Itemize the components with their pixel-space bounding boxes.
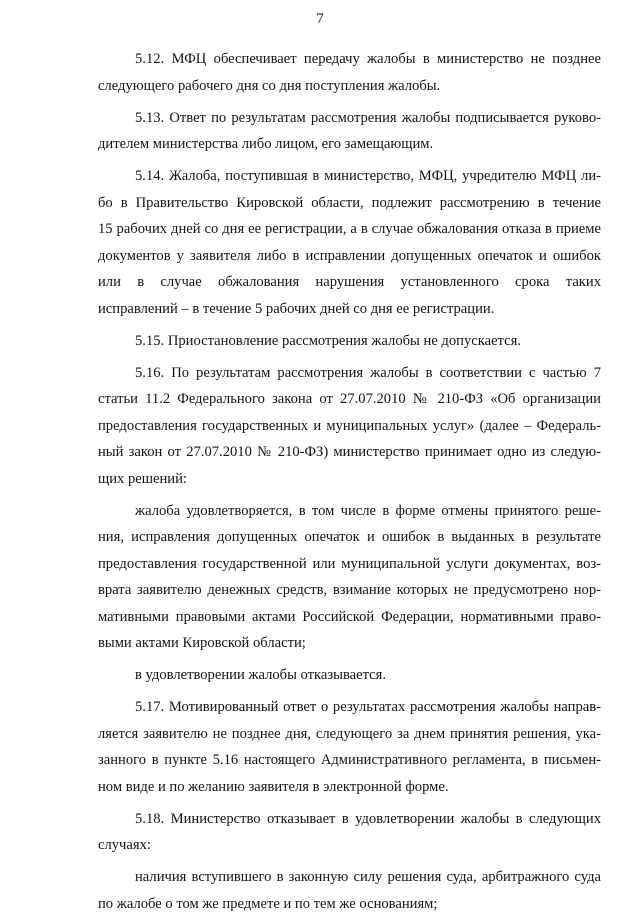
text-line: 5.14. Жалоба, поступившая в министерство, МФЦ, учредителю МФЦ ли- <box>98 163 601 190</box>
paragraph-p-5-18 <box>98 806 601 859</box>
text-line: предоставления государственной или муниципальной услуги документах, воз- <box>98 551 601 578</box>
paragraph-p-5-12 <box>98 46 601 99</box>
text-line: 5.15. Приостановление рассмотрения жалобы не допускается. <box>98 328 601 355</box>
text-line: 5.17. Мотивированный ответ о результатах рассмотрения жалобы направ- <box>98 694 601 721</box>
paragraph-p-5-14 <box>98 163 601 322</box>
document-body <box>98 46 601 917</box>
text-line: ном виде и по желанию заявителя в электронной форме. <box>98 774 601 801</box>
text-line: наличия вступившего в законную силу решения суда, арбитражного суда <box>98 864 601 891</box>
text-line: в удовлетворении жалобы отказывается. <box>98 662 601 689</box>
paragraph-p-5-17 <box>98 694 601 800</box>
text-line: мативными правовыми актами Российской Федерации, нормативными право- <box>98 604 601 631</box>
text-line: занного в пункте 5.16 настоящего Административного регламента, в письмен- <box>98 747 601 774</box>
text-line: случаях: <box>98 832 601 859</box>
text-line: 5.12. МФЦ обеспечивает передачу жалобы в министерство не позднее <box>98 46 601 73</box>
paragraph-p-5-16-a <box>98 498 601 657</box>
text-line: ляется заявителю не позднее дня, следующего за днем принятия решения, ука- <box>98 721 601 748</box>
text-line: исправлений – в течение 5 рабочих дней со дня ее регистрации. <box>98 296 601 323</box>
text-line: следующего рабочего дня со дня поступления жалобы. <box>98 73 601 100</box>
text-line: врата заявителю денежных средств, взимание которых не предусмотрено нор- <box>98 577 601 604</box>
text-line: документов у заявителя либо в исправлении допущенных опечаток и ошибок <box>98 243 601 270</box>
text-line: ный закон от 27.07.2010 № 210-ФЗ) министерство принимает одно из следую- <box>98 439 601 466</box>
text-line: ния, исправления допущенных опечаток и ошибок в выданных в результате <box>98 524 601 551</box>
text-line: 15 рабочих дней со дня ее регистрации, а в случае обжалования отказа в приеме <box>98 216 601 243</box>
text-line: бо в Правительство Кировской области, подлежит рассмотрению в течение <box>98 190 601 217</box>
text-line: жалоба удовлетворяется, в том числе в форме отмены принятого реше- <box>98 498 601 525</box>
paragraph-p-5-18-a <box>98 864 601 917</box>
paragraph-p-5-15 <box>98 328 601 355</box>
paragraph-p-5-16-b <box>98 662 601 689</box>
text-line: выми актами Кировской области; <box>98 630 601 657</box>
page-number: 7 <box>0 9 640 29</box>
text-line: 5.13. Ответ по результатам рассмотрения жалобы подписывается руково- <box>98 105 601 132</box>
text-line: или в случае обжалования нарушения установленного срока таких <box>98 269 601 296</box>
text-line: дителем министерства либо лицом, его замещающим. <box>98 131 601 158</box>
paragraph-p-5-16 <box>98 360 601 493</box>
text-line: по жалобе о том же предмете и по тем же основаниям; <box>98 891 601 917</box>
text-line: 5.16. По результатам рассмотрения жалобы в соответствии с частью 7 <box>98 360 601 387</box>
paragraph-p-5-13 <box>98 105 601 158</box>
text-line: щих решений: <box>98 466 601 493</box>
text-line: 5.18. Министерство отказывает в удовлетворении жалобы в следующих <box>98 806 601 833</box>
text-line: предоставления государственных и муниципальных услуг» (далее – Федераль- <box>98 413 601 440</box>
text-line: статьи 11.2 Федерального закона от 27.07.2010 № 210-ФЗ «Об организации <box>98 386 601 413</box>
